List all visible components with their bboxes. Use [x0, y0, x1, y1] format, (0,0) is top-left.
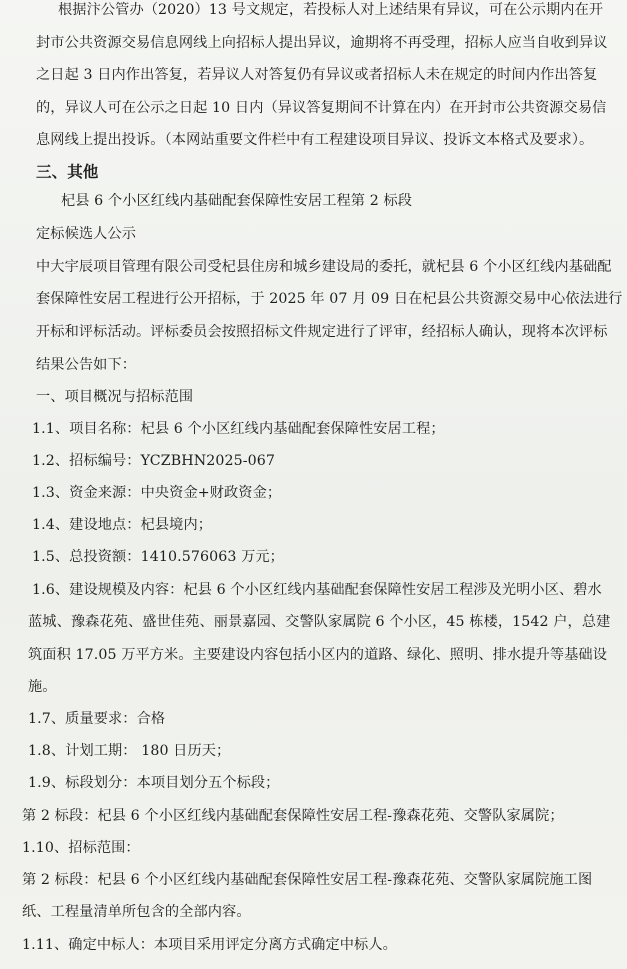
- item-1-2: 1.2、招标编号：YCZBHN2025-067: [32, 453, 276, 469]
- item-1-9: 1.9、标段划分：本项目划分五个标段；: [28, 775, 280, 791]
- scope-line-2: 纸、工程量清单所包含的全部内容。: [22, 904, 251, 920]
- item-1-3: 1.3、资金来源：中央资金+财政资金；: [32, 485, 282, 501]
- part1-heading: 一、项目概况与招标范围: [36, 389, 194, 405]
- intro-line-3: 之日起 3 日内作出答复，若异议人对答复仍有异议或者招标人未在规定的时间内作出答复: [36, 67, 598, 83]
- item-1-6-line-2: 蓝城、豫森花苑、盛世佳苑、丽景嘉园、交警队家属院 6 个小区，45 栋楼，1542 户，总建: [28, 614, 611, 630]
- item-1-5: 1.5、总投资额：1410.576063 万元；: [32, 549, 284, 565]
- intro-line-1: 根据汴公管办（2020）13 号文规定，若投标人对上述结果有异议，可在公示期内在开: [58, 2, 604, 18]
- item-1-8: 1.8、计划工期： 180 日历天；: [28, 743, 231, 759]
- body-line-4: 结果公告如下：: [36, 357, 137, 373]
- item-1-1: 1.1、项目名称：杞县 6 个小区红线内基础配套保障性安居工程；: [32, 421, 445, 437]
- item-1-6-line-1: 1.6、建设规模及内容：杞县 6 个小区红线内基础配套保障性安居工程涉及光明小区、碧水: [32, 582, 602, 598]
- item-1-6-line-3: 筑面积 17.05 万平方米。主要建设内容包括小区内的道路、绿化、照明、排水提升等基础设: [28, 647, 607, 663]
- body-line-2: 套保障性安居工程进行公开招标，于 2025 年 07 月 09 日在杞县公共资源交易中心依法进行: [36, 291, 623, 307]
- scope-line-1: 第 2 标段：杞县 6 个小区红线内基础配套保障性安居工程-豫森花苑、交警队家属院施工图: [22, 872, 593, 888]
- section-heading: 三、其他: [36, 163, 99, 181]
- item-1-6-line-4: 施。: [28, 679, 57, 695]
- item-1-7: 1.7、质量要求：合格: [28, 711, 166, 727]
- intro-line-5: 息网线上提出投诉。（本网站重要文件栏中有工程建设项目异议、投诉文本格式及要求）。: [36, 132, 594, 148]
- intro-line-4: 的，异议人可在公示之日起 10 日内（异议答复期间不计算在内）在开封市公共资源交易信: [36, 100, 607, 116]
- intro-line-2: 封市公共资源交易信息网线上向招标人提出异议，逾期将不再受理，招标人应当自收到异议: [36, 35, 608, 51]
- body-line-3: 开标和评标活动。评标委员会按照招标文件规定进行了评审，经招标人确认，现将本次评标: [36, 324, 608, 340]
- item-1-4: 1.4、建设地点：杞县境内；: [32, 517, 213, 533]
- notice-title-line-1: 杞县 6 个小区红线内基础配套保障性安居工程第 2 标段: [61, 193, 413, 209]
- item-1-11: 1.11、确定中标人：本项目采用评定分离方式确定中标人。: [22, 937, 397, 953]
- body-line-1: 中大宇辰项目管理有限公司受杞县住房和城乡建设局的委托，就杞县 6 个小区红线内基础配: [36, 259, 612, 275]
- item-1-10: 1.10、招标范围：: [22, 840, 140, 856]
- notice-title-line-2: 定标候选人公示: [36, 226, 137, 242]
- lot-2-line: 第 2 标段：杞县 6 个小区红线内基础配套保障性安居工程-豫森花苑、交警队家属院；: [22, 808, 564, 824]
